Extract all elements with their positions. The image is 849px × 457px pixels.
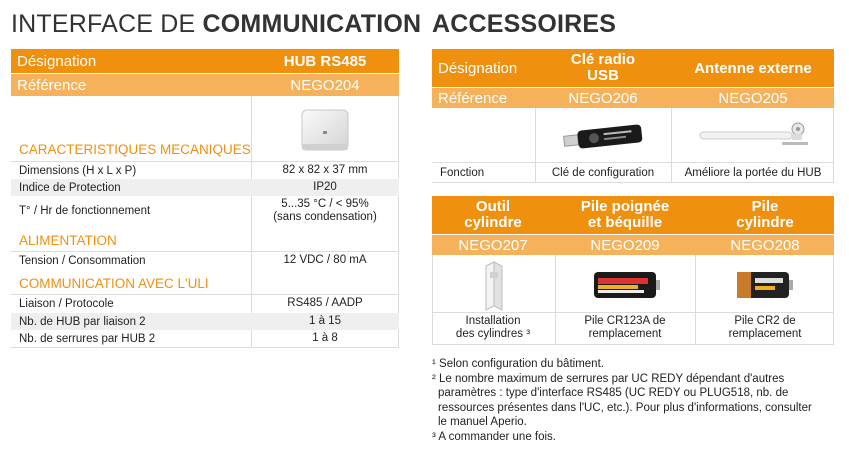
protection-label: Indice de Protection: [19, 181, 121, 194]
battery-cr123a-image: [592, 268, 662, 302]
footnote-2c: ressources présentes dans l'UC, etc.). Pour plus d'informations, consulter: [438, 401, 812, 414]
acc-col2-ref: NEGO205: [718, 89, 788, 107]
acc-col1-function: Clé de configuration: [551, 166, 655, 179]
acc2-col3-caption-line1: Pile CR2 de: [734, 315, 796, 327]
table-bottom: [11, 347, 399, 348]
usb-key-image: [560, 120, 650, 156]
acc2-col1-name-line1: Outil: [475, 198, 511, 215]
acc2-col2-caption-line2: remplacement: [588, 328, 662, 340]
temp-value-line2: (sans condensation): [273, 211, 377, 223]
acc2-col2-caption: [556, 313, 694, 343]
acc2-col1-caption-line2: des cylindres ³: [455, 328, 531, 340]
right-title: [432, 10, 616, 39]
reference-value: NEGO204: [290, 76, 360, 94]
tension-value: 12 VDC / 80 mA: [283, 254, 367, 266]
footnote-2b: paramètres : type d'interface RS485 (UC REDY ou PLUG518, nb. de: [438, 387, 789, 399]
acc-col1-name-line2: USB: [587, 67, 619, 84]
acc-table1-bottom: [432, 182, 834, 183]
acc2-col1-name: [432, 196, 554, 234]
protection-value: IP20: [313, 181, 337, 193]
acc2-col1-caption: [432, 313, 554, 343]
section-mech: CARACTERISTIQUES MECANIQUES: [19, 141, 251, 157]
antenna-image: [694, 120, 814, 150]
reference-label: Référence: [17, 76, 87, 94]
acc2-col2-caption-line1: Pile CR123A de: [584, 315, 666, 327]
acc2-col3-ref: NEGO208: [730, 236, 800, 254]
acc2-col1-caption-line1: Installation: [465, 315, 521, 327]
acc2-col2-ref: NEGO209: [590, 236, 660, 254]
tension-label: Tension / Consommation: [19, 254, 146, 267]
nbhub-value: 1 à 15: [309, 315, 341, 327]
designation-value: HUB RS485: [283, 52, 367, 70]
right-title-text: ACCESSOIRES: [432, 10, 617, 38]
designation-label: Désignation: [17, 52, 97, 70]
acc-designation-label: Désignation: [438, 59, 518, 77]
footnotes: [432, 357, 844, 444]
acc2-col3-name-line2: cylindre: [736, 214, 794, 231]
temp-value: [252, 197, 398, 225]
acc2-col2-name-line1: Pile poignée: [580, 198, 670, 215]
temp-label: T° / Hr de fonctionnement: [19, 205, 151, 217]
acc-col1-ref: NEGO206: [568, 89, 638, 107]
left-title-light: INTERFACE DE: [11, 10, 203, 38]
acc2-col3-name: [696, 196, 834, 234]
acc2-bottom: [432, 344, 834, 345]
acc-function-label: Fonction: [440, 166, 485, 179]
acc2-col1-name-line2: cylindre: [464, 214, 522, 231]
liaison-value: RS485 / AADP: [287, 297, 363, 309]
designation-header: [11, 49, 399, 73]
reference-header: [11, 74, 399, 96]
acc2-col2-name: [556, 196, 694, 234]
section-power: ALIMENTATION: [19, 232, 117, 248]
nbserrures-label: Nb. de serrures par HUB 2: [19, 332, 156, 345]
section-comm: COMMUNICATION AVEC L'ULI: [19, 275, 209, 291]
left-right-border: [398, 96, 399, 348]
nbserrures-value: 1 à 8: [312, 332, 338, 344]
acc-col2-function: Améliore la portée du HUB: [684, 166, 822, 179]
acc-col1-name-line1: Clé radio: [570, 51, 636, 68]
dimensions-label: Dimensions (H x L x P): [19, 164, 137, 177]
acc2-col3-name-line1: Pile: [751, 198, 779, 215]
acc2-col1-ref: NEGO207: [458, 236, 528, 254]
acc2-col3-caption-line2: remplacement: [728, 328, 802, 340]
footnote-3: ³ A commander une fois.: [432, 430, 557, 443]
acc2-col3-caption: [696, 313, 834, 343]
acc-col2-name: Antenne externe: [694, 59, 812, 77]
left-title-bold: COMMUNICATION: [202, 10, 422, 38]
footnote-1: ¹ Selon configuration du bâtiment.: [432, 358, 604, 370]
acc2-col2-name-line2: et béquille: [587, 214, 663, 231]
footnote-2a: ² Le nombre maximum de serrures par UC REDY dépendant d'autres: [432, 372, 785, 385]
hub-image: [296, 106, 354, 156]
nbhub-label: Nb. de HUB par liaison 2: [19, 315, 146, 328]
footnote-2d: le manuel Aperio.: [438, 416, 527, 428]
acc-col1-name: [536, 49, 670, 87]
temp-value-line1: 5...35 °C / < 95%: [281, 198, 369, 210]
battery-cr2-image: [733, 268, 797, 302]
acc-reference-label: Référence: [438, 89, 508, 107]
left-title: [11, 10, 421, 39]
liaison-label: Liaison / Protocole: [19, 297, 114, 310]
dimensions-value: 82 x 82 x 37 mm: [282, 164, 368, 176]
cylinder-tool-image: [476, 260, 512, 312]
